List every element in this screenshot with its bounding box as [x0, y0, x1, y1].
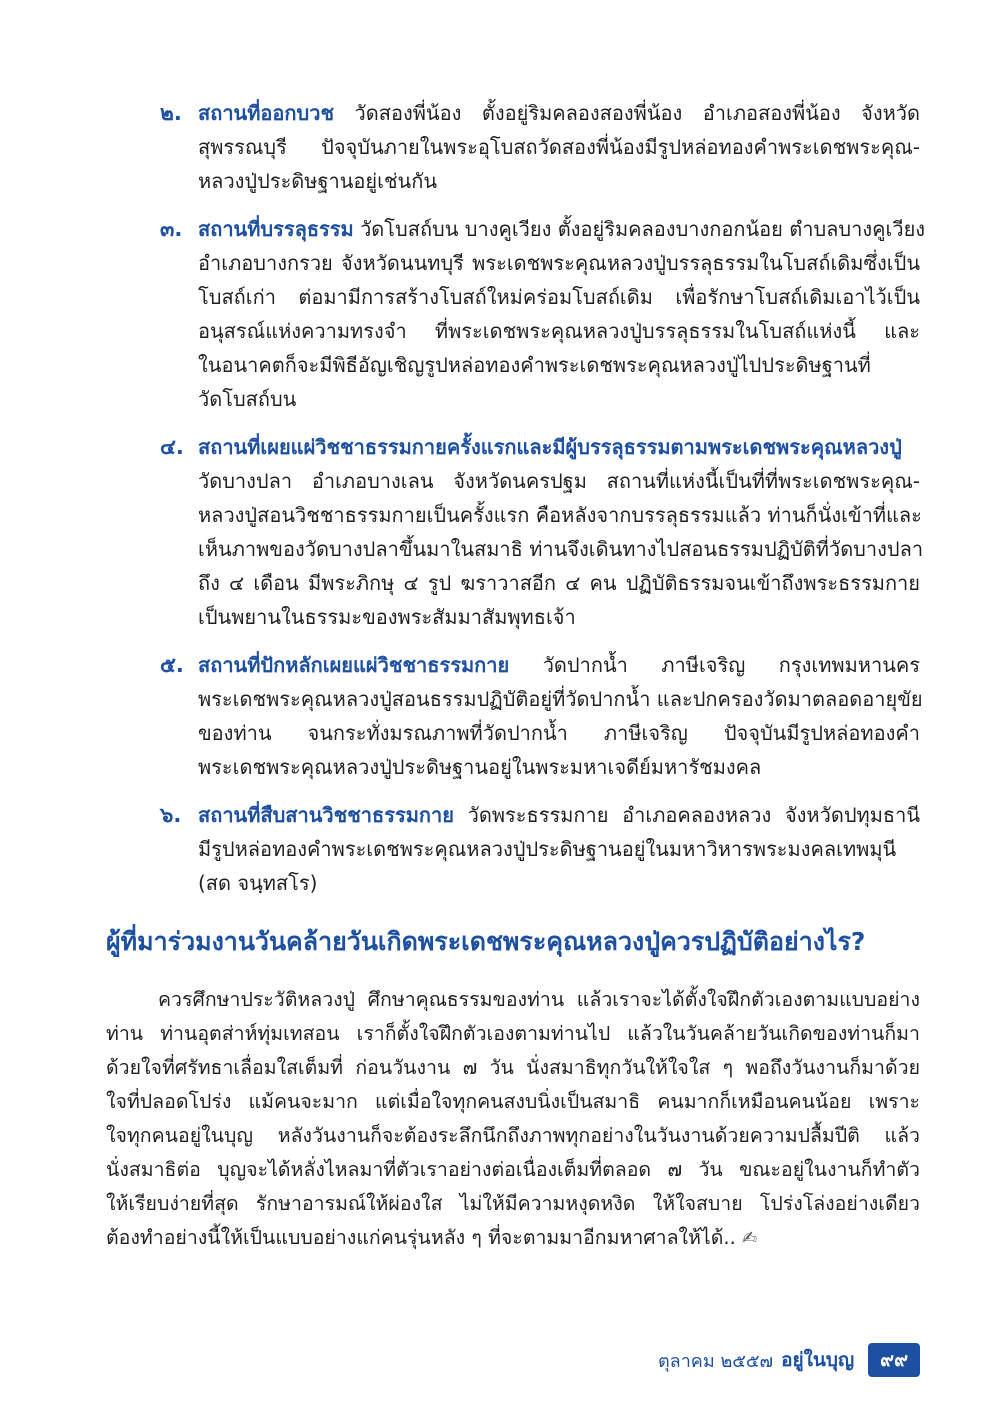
item-line: หลวงปู่ประดิษฐานอยู่เช่นกัน: [198, 169, 438, 193]
item-first-line: [198, 430, 920, 464]
item-line: (สด จนฺทสโร): [198, 871, 318, 895]
item-first-line: [198, 648, 920, 682]
item-heading: สถานที่ออกบวช: [198, 101, 335, 125]
body-paragraph: [106, 983, 920, 1256]
item-first-text: วัดโบสถ์บน บางคูเวียง ตั้งอยู่ริมคลองบางกอกน้อย ตำบลบางคูเวียง: [360, 217, 926, 241]
item-line: อำเภอบางกรวย จังหวัดนนทบุรี พระเดชพระคุณหลวงปู่บรรลุธรรมในโบสถ์เดิมซึ่งเป็น: [198, 251, 920, 275]
item-first-text: วัดสองพี่น้อง ตั้งอยู่ริมคลองสองพี่น้อง อำเภอสองพี่น้อง จังหวัด: [354, 101, 921, 125]
item-number: ๓.: [160, 217, 183, 241]
paragraph-last-line: [106, 1221, 920, 1256]
item-line: เป็นพยานในธรรมะของพระสัมมาสัมพุทธเจ้า: [198, 605, 576, 629]
footer-date: ตุลาคม ๒๕๕๗: [657, 1350, 774, 1372]
paragraph-line: ใจทุกคนอยู่ในบุญ หลังวันงานก็จะต้องระลึกนึกถึงภาพทุกอย่างในวันงานด้วยความปลื้มปีติ แล้ว: [106, 1124, 920, 1147]
list-item: [160, 96, 920, 198]
paragraph-line: ใจที่ปลอดโปร่ง แม้คนจะมาก แต่เมื่อใจทุกคนสงบนิ่งเป็นสมาธิ คนมากก็เหมือนคนน้อย เพราะ: [106, 1090, 920, 1113]
item-number: ๔.: [160, 435, 184, 459]
paragraph-line: ให้เรียบง่ายที่สุด รักษาอารมณ์ให้ผ่องใส ไม่ให้มีความหงุดหงิด ให้ใจสบาย โปร่งโล่งอย่างเดียว: [106, 1192, 920, 1215]
page-footer: [658, 1345, 920, 1375]
item-first-line: [198, 798, 920, 832]
list-item: [160, 212, 926, 416]
footer-magazine: อยู่ในบุญ: [781, 1349, 855, 1371]
item-heading: สถานที่ปักหลักเผยแผ่วิชชาธรรมกาย: [198, 653, 510, 677]
numbered-list: [160, 96, 926, 914]
item-first-text: วัดปากน้ำ ภาษีเจริญ กรุงเทพมหานคร: [542, 653, 920, 677]
item-line: หลวงปู่สอนวิชชาธรรมกายเป็นครั้งแรก คือหลังจากบรรลุธรรมแล้ว ท่านก็นั่งเข้าที่และ: [198, 503, 922, 527]
item-line: ถึง ๔ เดือน มีพระภิกษุ ๔ รูป ฆราวาสอีก ๔ คน ปฏิบัติธรรมจนเข้าถึงพระธรรมกาย: [198, 571, 920, 595]
paragraph-line: ท่าน ท่านอุตส่าห์ทุ่มเทสอน เราก็ตั้งใจฝึกตัวเองตามท่านไป แล้วในวันคล้ายวันเกิดของท่านก็มา: [106, 1022, 920, 1045]
item-line: พระเดชพระคุณหลวงปู่ประดิษฐานอยู่ในพระมหาเจดีย์มหารัชมงคล: [198, 755, 762, 779]
paragraph-line: ต้องทำอย่างนี้ให้เป็นแบบอย่างแก่คนรุ่นหลัง ๆ ที่จะตามมาอีกมหาศาลให้ได้..: [106, 1226, 736, 1249]
item-first-text: วัดพระธรรมกาย อำเภอคลองหลวง จังหวัดปทุมธานี: [467, 803, 921, 827]
item-number: ๕.: [160, 653, 184, 677]
item-line: เห็นภาพของวัดบางปลาขึ้นมาในสมาธิ ท่านจึงเดินทางไปสอนธรรมปฏิบัติที่วัดบางปลา: [198, 537, 924, 561]
section-title: ผู้ที่มาร่วมงานวันคล้ายวันเกิดพระเดชพระคุณหลวงปู่ควรปฏิบัติอย่างไร?: [106, 927, 866, 956]
item-heading: สถานที่สืบสานวิชชาธรรมกาย: [198, 803, 454, 827]
paragraph-line: นั่งสมาธิต่อ บุญจะได้หลั่งไหลมาที่ตัวเราอย่างต่อเนื่องเต็มที่ตลอด ๗ วัน ขณะอยู่ในงานก็ทำตัว: [106, 1158, 920, 1181]
list-item: [160, 430, 924, 634]
item-line: วัดโบสถ์บน: [198, 387, 297, 411]
list-item: [160, 648, 923, 784]
item-number: ๖.: [160, 803, 182, 827]
item-line: วัดบางปลา อำเภอบางเลน จังหวัดนครปฐม สถานที่แห่งนี้เป็นที่ที่พระเดชพระคุณ-: [198, 469, 920, 493]
item-line: สุพรรณบุรี ปัจจุบันภายในพระอุโบสถวัดสองพี่น้องมีรูปหล่อทองคำพระเดชพระคุณ-: [198, 135, 920, 159]
item-line: โบสถ์เก่า ต่อมามีการสร้างโบสถ์ใหม่คร่อมโบสถ์เดิม เพื่อรักษาโบสถ์เดิมเอาไว้เป็น: [198, 285, 920, 309]
item-line: พระเดชพระคุณหลวงปู่สอนธรรมปฏิบัติอยู่ที่วัดปากน้ำ และปกครองวัดมาตลอดอายุขัย: [198, 687, 923, 711]
item-first-line: [198, 212, 926, 246]
item-heading: สถานที่บรรลุธรรม: [198, 217, 354, 241]
paragraph-line: ด้วยใจที่ศรัทธาเลื่อมใสเต็มที่ ก่อนวันงาน ๗ วัน นั่งสมาธิทุกวันให้ใจใส ๆ พอถึงวันงานก็มาด้วย: [106, 1056, 920, 1079]
item-number: ๒.: [160, 101, 182, 125]
item-heading: สถานที่เผยแผ่วิชชาธรรมกายครั้งแรกและมีผู้บรรลุธรรมตามพระเดชพระคุณหลวงปู่: [198, 435, 902, 459]
item-line: ในอนาคตก็จะมีพิธีอัญเชิญรูปหล่อทองคำพระเดชพระคุณหลวงปู่ไปประดิษฐานที่: [198, 353, 871, 377]
pen-icon: ✍: [742, 1228, 758, 1249]
item-line: ของท่าน จนกระทั่งมรณภาพที่วัดปากน้ำ ภาษีเจริญ ปัจจุบันมีรูปหล่อทองคำ: [198, 721, 920, 745]
list-item: [160, 798, 920, 900]
item-first-line: [198, 96, 920, 130]
item-line: มีรูปหล่อทองคำพระเดชพระคุณหลวงปู่ประดิษฐานอยู่ในมหาวิหารพระมงคลเทพมุนี: [198, 837, 897, 861]
item-line: อนุสรณ์แห่งความทรงจำ ที่พระเดชพระคุณหลวงปู่บรรลุธรรมในโบสถ์แห่งนี้ และ: [198, 319, 920, 343]
paragraph-line: ควรศึกษาประวัติหลวงปู่ ศึกษาคุณธรรมของท่าน แล้วเราจะได้ตั้งใจฝึกตัวเองตามแบบอย่าง: [158, 988, 920, 1011]
page-number: ๙๙: [868, 1343, 920, 1377]
